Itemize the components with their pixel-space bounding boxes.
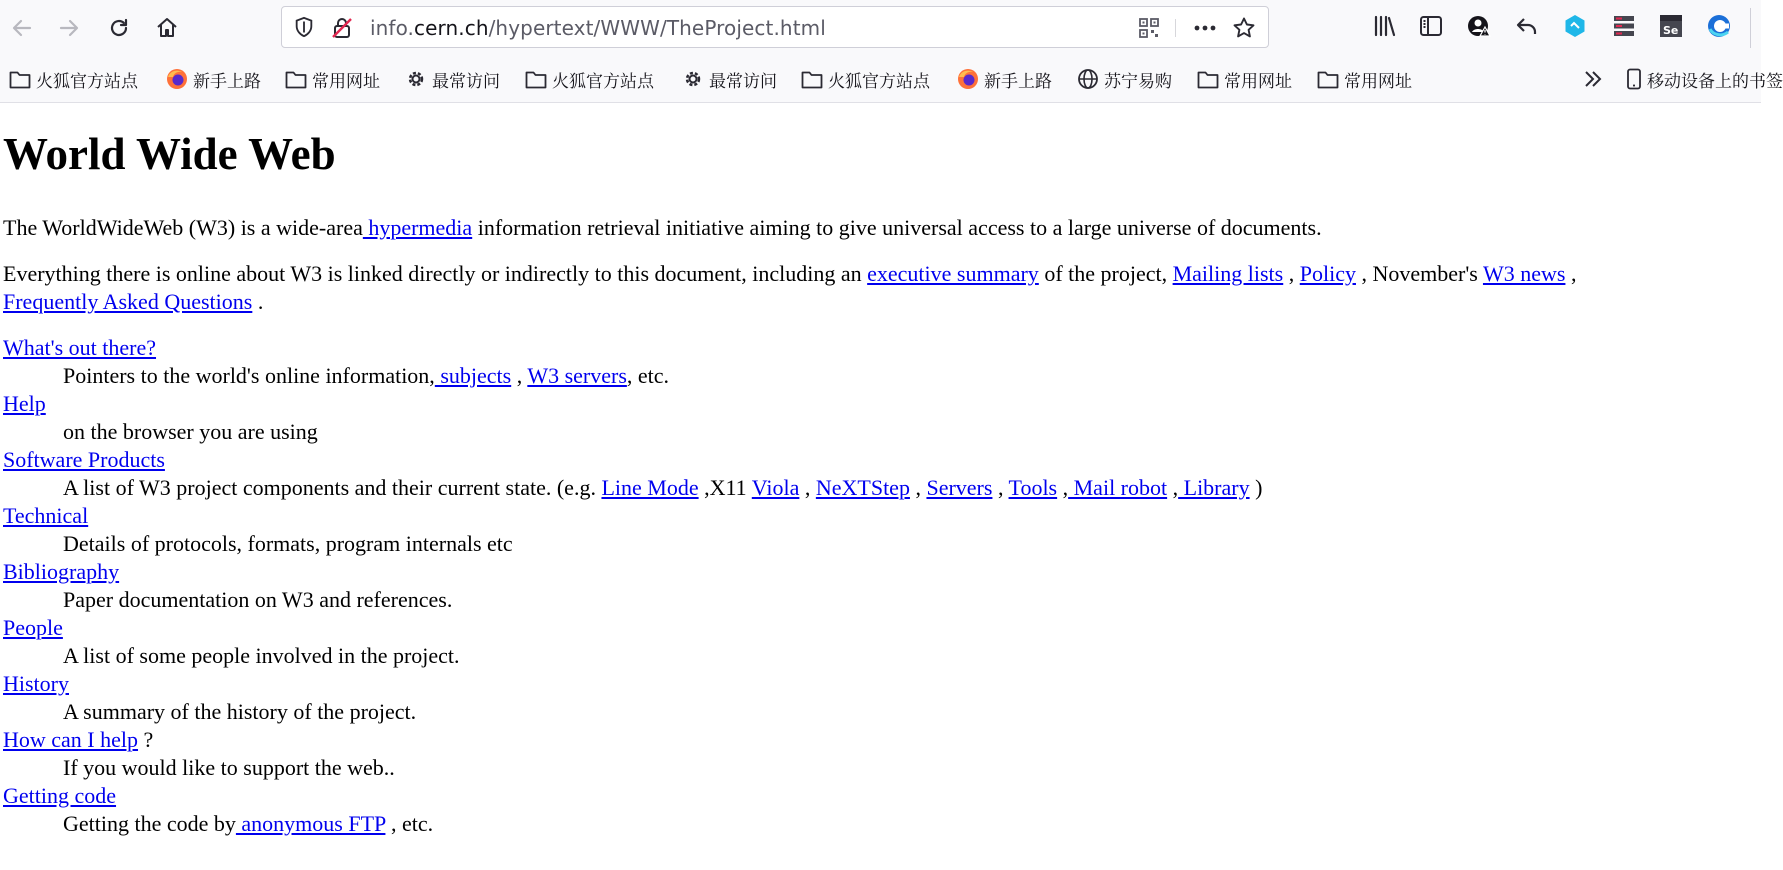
list-item-description [63, 421, 318, 443]
bookmark-item[interactable] [801, 65, 930, 93]
bookmark-label: 移动设备上的书签 [1647, 71, 1783, 92]
url-path: /hypertext/WWW/TheProject.html [488, 16, 826, 40]
bookmarks-toolbar [0, 62, 1783, 96]
back-arrow-icon [10, 16, 34, 40]
list-item-description [63, 365, 669, 387]
toolbar-overflow-edge [1750, 8, 1762, 48]
shield-icon[interactable] [293, 16, 315, 38]
reload-button[interactable] [97, 6, 141, 50]
bookmark-label: 最常访问 [432, 71, 500, 92]
bookmark-item[interactable] [9, 65, 138, 93]
description-text: , [992, 475, 1009, 500]
description-text: Details of protocols, formats, program internals etc [63, 531, 513, 556]
folder-icon [525, 69, 547, 89]
folder-icon [1197, 69, 1219, 89]
mailing-lists-link[interactable]: Mailing lists [1172, 261, 1284, 286]
paragraph-text: . [252, 289, 264, 314]
list-item-term [3, 505, 88, 527]
servers-link[interactable]: Servers [926, 475, 993, 500]
list-item-term [3, 785, 116, 807]
description-text: ,X11 [698, 475, 752, 500]
list-item-description [63, 813, 433, 835]
qr-code-icon[interactable] [1137, 16, 1161, 40]
list-item-description [63, 757, 395, 779]
list-item-term [3, 673, 69, 695]
whats-out-there-link[interactable]: What's out there? [3, 335, 157, 360]
intro-text: information retrieval initiative aiming to give universal access to a large universe of documents. [472, 215, 1322, 240]
reload-icon [107, 16, 131, 40]
folder-icon [9, 69, 31, 89]
gear-icon [682, 68, 704, 90]
library-link[interactable]: Library [1178, 475, 1250, 500]
bookmark-label: 新手上路 [984, 71, 1052, 92]
bookmark-item[interactable] [957, 65, 1052, 93]
description-text: , [799, 475, 816, 500]
url-bar[interactable] [281, 6, 1269, 48]
intro-text: The WorldWideWeb (W3) is a wide-area [3, 215, 363, 240]
server-icon[interactable] [1611, 13, 1637, 39]
forward-arrow-icon [57, 16, 81, 40]
bookmark-item[interactable] [285, 65, 380, 93]
list-item-description [63, 477, 1262, 499]
list-item-description [63, 701, 416, 723]
home-icon [155, 16, 179, 40]
firefox-icon [166, 68, 188, 90]
list-item-term [3, 617, 63, 639]
w3-news-link[interactable]: W3 news [1482, 261, 1566, 286]
getting-code-link[interactable]: Getting code [3, 783, 117, 808]
paragraph-text: of the project, [1038, 261, 1173, 286]
faq-link[interactable]: Frequently Asked Questions [3, 289, 253, 314]
list-item-term [3, 449, 165, 471]
nextstep-link[interactable]: NeXTStep [815, 475, 910, 500]
description-text: A list of W3 project components and their current state. (e.g. [63, 475, 602, 500]
how-can-i-help-link[interactable]: How can I help [3, 727, 139, 752]
list-item-term [3, 393, 46, 415]
folder-icon [801, 69, 823, 89]
bookmark-label: 苏宁易购 [1104, 71, 1172, 92]
description-text: A summary of the history of the project. [63, 699, 417, 724]
paragraph-text: , [1565, 261, 1577, 286]
help-link[interactable]: Help [3, 391, 46, 416]
paragraph-text: Everything there is online about W3 is linked directly or indirectly to this document, including an [3, 261, 868, 286]
list-item-description [63, 589, 452, 611]
list-item-term [3, 561, 119, 583]
forward-button[interactable] [47, 6, 91, 50]
globe-icon [1077, 68, 1099, 90]
url-text[interactable] [370, 16, 826, 40]
list-item-description [63, 533, 513, 555]
overview-paragraph-continued [3, 291, 263, 313]
technical-link[interactable]: Technical [3, 503, 89, 528]
bookmark-label: 常用网址 [312, 71, 380, 92]
list-item-term [3, 729, 153, 751]
account-alert-icon[interactable] [1466, 13, 1492, 39]
svg-text:Se: Se [1663, 24, 1679, 37]
page-content [0, 103, 1761, 870]
description-text: A list of some people involved in the project. [63, 643, 460, 668]
selenium-icon[interactable] [1658, 13, 1684, 39]
history-link[interactable]: History [3, 671, 69, 696]
description-text: , [1057, 475, 1069, 500]
list-item-description [63, 645, 460, 667]
insecure-lock-icon[interactable] [330, 16, 354, 40]
paragraph-text: , [1283, 261, 1300, 286]
subjects-link[interactable]: subjects [434, 363, 512, 388]
bookmark-item[interactable] [682, 65, 777, 93]
description-text: Getting the code by [63, 811, 236, 836]
url-domain: cern.ch [414, 16, 489, 40]
description-text: If you would like to support the web.. [63, 755, 395, 780]
url-host-prefix: info. [370, 16, 415, 40]
tools-link[interactable]: Tools [1008, 475, 1058, 500]
bookmark-label: 新手上路 [193, 71, 261, 92]
w3-servers-link[interactable]: W3 servers [527, 363, 627, 388]
library-icon[interactable] [1372, 13, 1398, 39]
bookmark-star-icon[interactable] [1232, 16, 1256, 40]
list-item-term [3, 337, 156, 359]
anonymous-ftp-link[interactable]: anonymous FTP [235, 811, 386, 836]
bibliography-link[interactable]: Bibliography [3, 559, 120, 584]
software-products-link[interactable]: Software Products [3, 447, 165, 472]
description-text: Paper documentation on W3 and references. [63, 587, 453, 612]
bookmark-item[interactable] [1077, 65, 1172, 93]
policy-link[interactable]: Policy [1299, 261, 1356, 286]
undo-icon[interactable] [1514, 13, 1540, 39]
bookmark-item[interactable] [525, 65, 654, 93]
bookmark-item[interactable] [405, 65, 500, 93]
folder-icon [285, 69, 307, 89]
description-text: Pointers to the world's online information, [63, 363, 435, 388]
paragraph-text: , November's [1355, 261, 1483, 286]
viola-link[interactable]: Viola [751, 475, 800, 500]
bookmark-label: 常用网址 [1344, 71, 1412, 92]
description-text: , etc. [385, 811, 434, 836]
description-text: on the browser you are using [63, 419, 318, 444]
bookmark-label: 火狐官方站点 [552, 71, 654, 92]
gear-icon [405, 68, 427, 90]
sidebar-icon[interactable] [1418, 13, 1444, 39]
bookmark-label: 火狐官方站点 [36, 71, 138, 92]
bookmark-label: 常用网址 [1224, 71, 1292, 92]
extension-icon[interactable] [1562, 13, 1588, 39]
description-text: , [1167, 475, 1179, 500]
description-text: , [909, 475, 927, 500]
mobile-device-icon [1626, 68, 1642, 90]
back-button[interactable] [0, 6, 44, 50]
bookmark-label: 火狐官方站点 [828, 71, 930, 92]
description-text: ) [1249, 475, 1263, 500]
firefox-icon [957, 68, 979, 90]
folder-icon [1317, 69, 1339, 89]
bookmark-item[interactable] [1317, 65, 1412, 93]
urlbar-separator [1175, 19, 1176, 37]
browser-chrome [0, 0, 1783, 103]
bookmark-label: 最常访问 [709, 71, 777, 92]
mobile-bookmarks-item[interactable] [1626, 65, 1783, 93]
bookmarks-overflow-button[interactable] [1582, 65, 1609, 93]
chevron-double-right-icon [1582, 68, 1604, 90]
description-text: , [511, 363, 528, 388]
home-button[interactable] [145, 6, 189, 50]
people-link[interactable]: People [3, 615, 63, 640]
intro-paragraph [3, 217, 1322, 239]
overview-paragraph [3, 263, 1576, 285]
bookmark-item[interactable] [166, 65, 261, 93]
description-text: , etc. [626, 363, 670, 388]
more-actions-icon[interactable] [1192, 16, 1218, 40]
edge-icon[interactable] [1706, 13, 1732, 39]
page-title: World Wide Web [3, 129, 336, 179]
mail-robot-link[interactable]: Mail robot [1068, 475, 1168, 500]
hypermedia-link[interactable]: hypermedia [362, 215, 473, 240]
bookmark-item[interactable] [1197, 65, 1292, 93]
executive-summary-link[interactable]: executive summary [867, 261, 1039, 286]
line-mode-link[interactable]: Line Mode [601, 475, 699, 500]
term-suffix: ? [138, 727, 154, 752]
